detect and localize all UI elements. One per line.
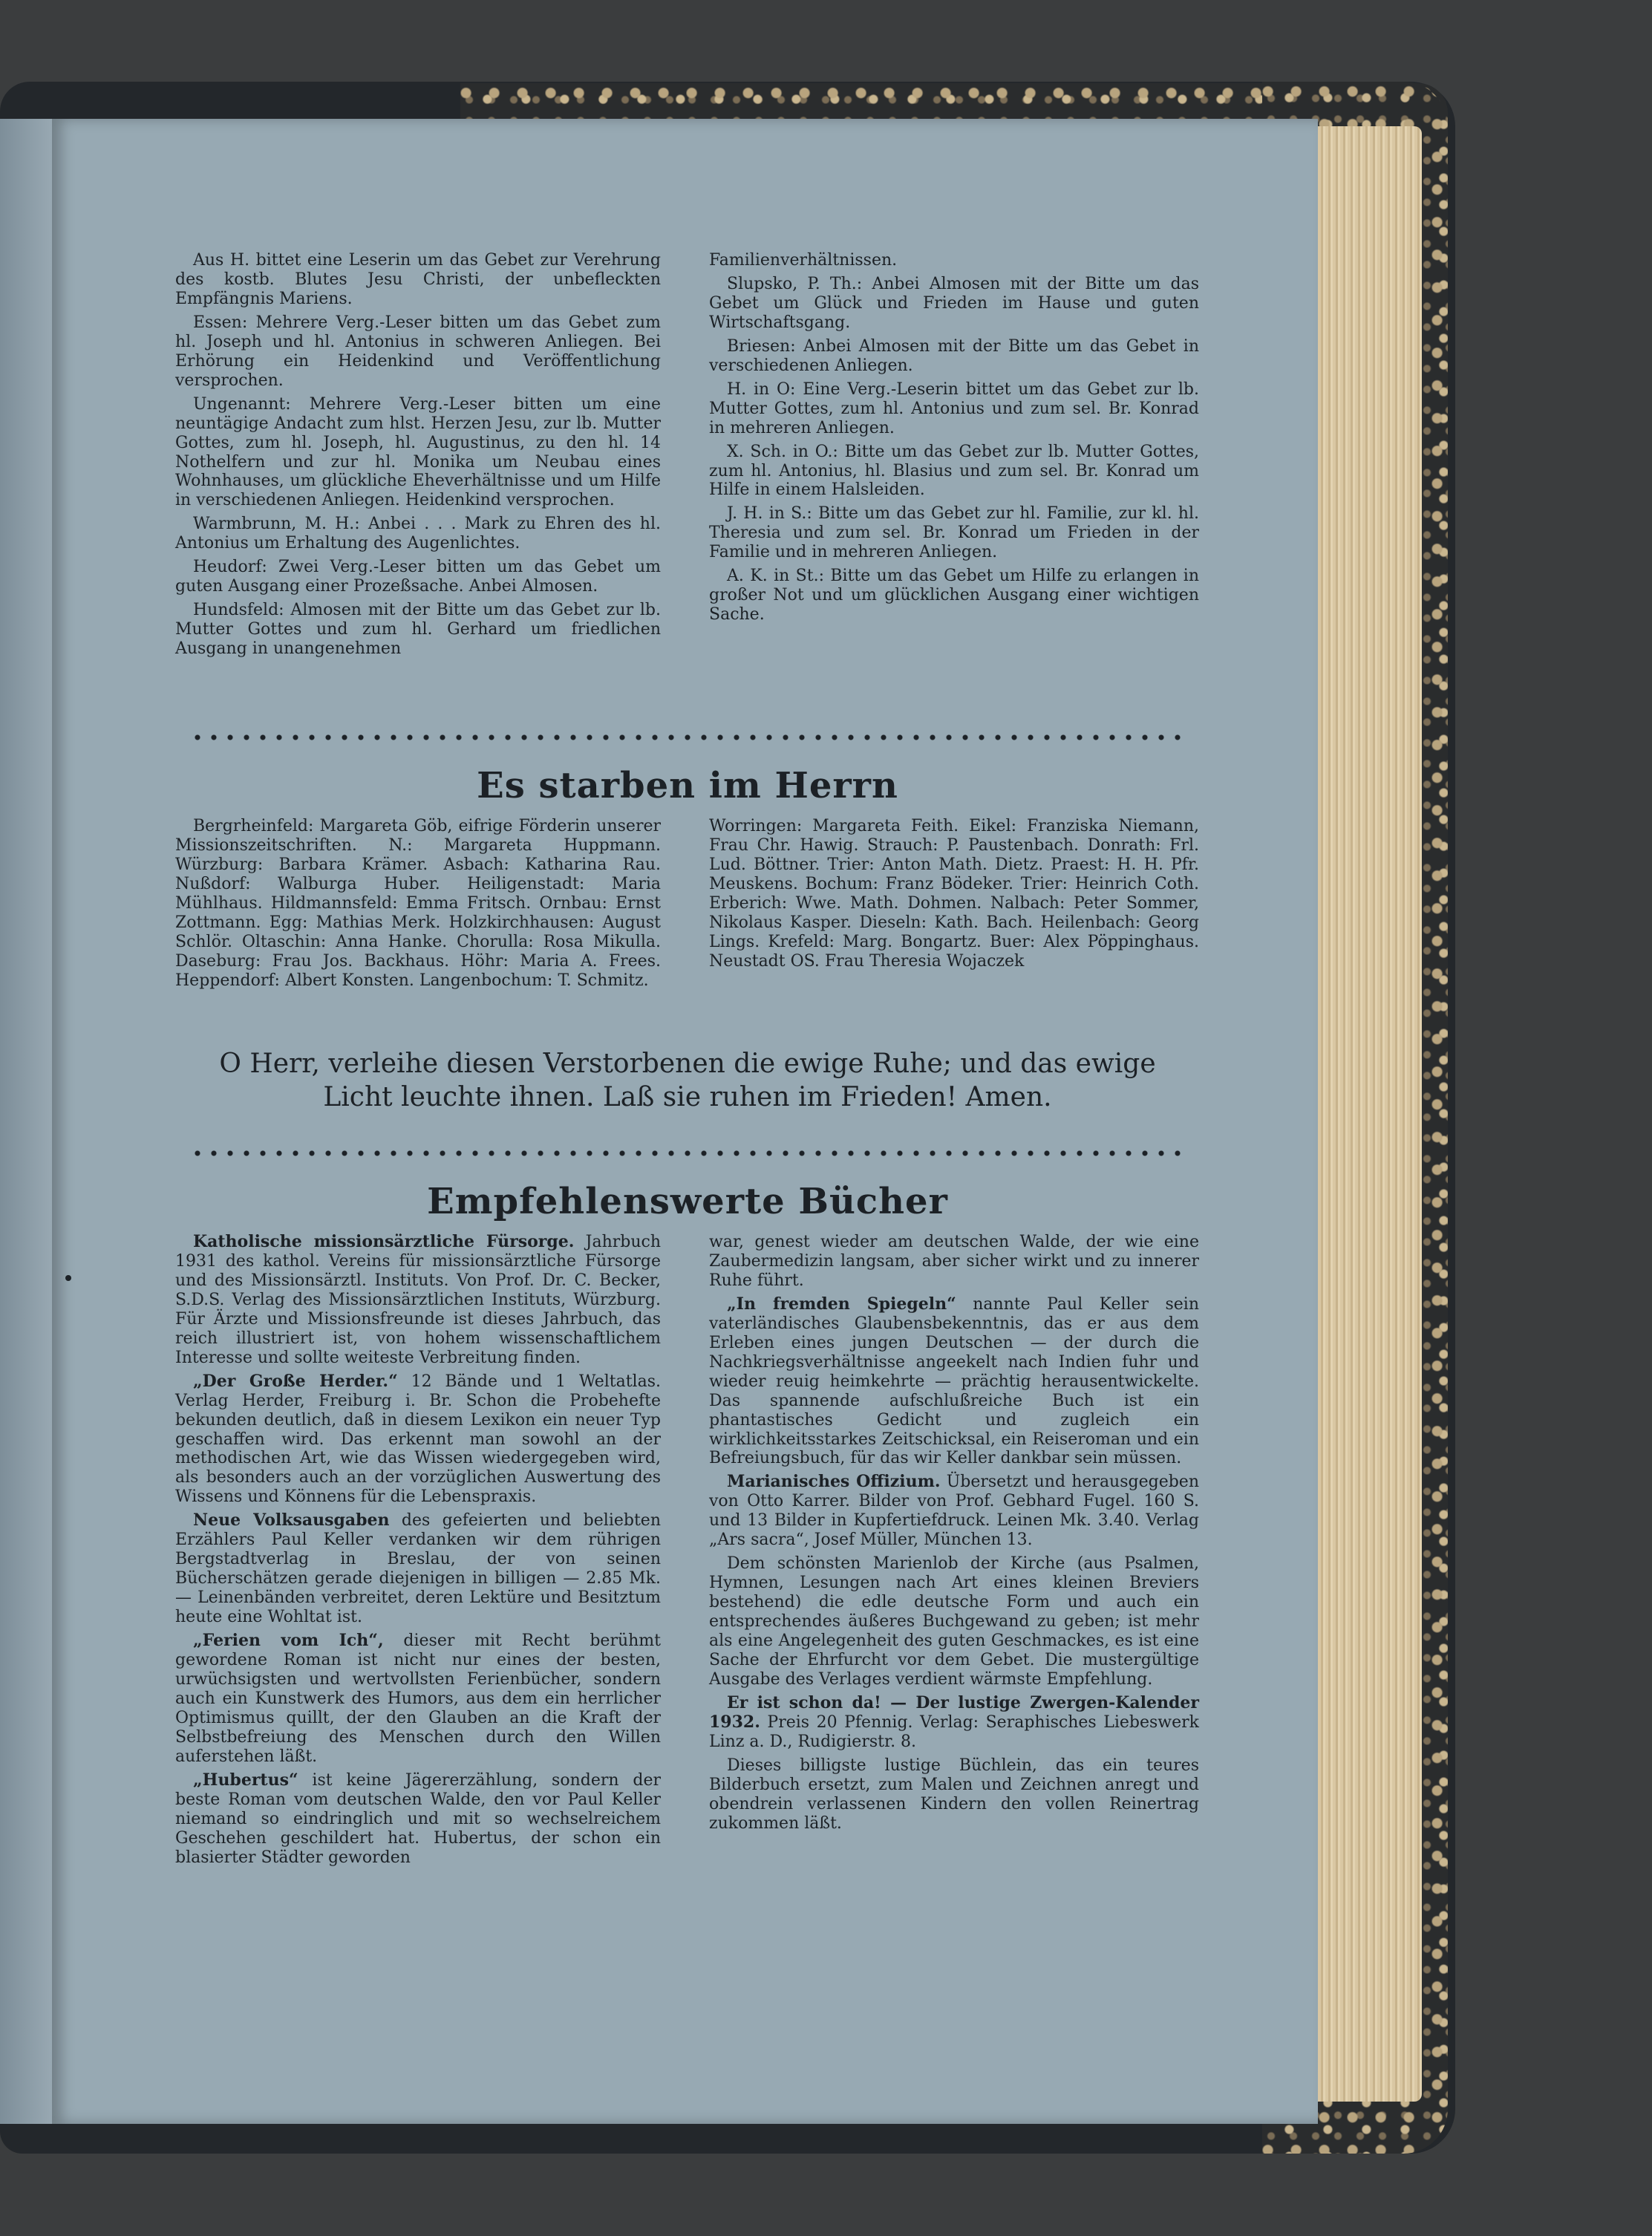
prayer-entry: A. K. in St.: Bitte um das Gebet um Hilfe zu erlangen in großer Not und um glücklichen Ausgang einer wichtigen Sache. bbox=[709, 567, 1199, 625]
books-heading: Empfehlenswerte Bücher bbox=[427, 1181, 948, 1222]
book-entry bbox=[175, 1632, 661, 1767]
book-entry bbox=[709, 1756, 1199, 1834]
prayers-right-column bbox=[709, 251, 1199, 697]
book-entry bbox=[175, 1771, 661, 1868]
prayer-entry: J. H. in S.: Bitte um das Gebet zur hl. Familie, zur kl. hl. Theresia und zum sel. Br. Konrad um Frieden in der Familie und in mehreren Anliegen. bbox=[709, 504, 1199, 562]
margin-dot bbox=[65, 1275, 71, 1281]
requiem-prayer bbox=[175, 1047, 1200, 1114]
prayer-entry: Familienverhältnissen. bbox=[709, 251, 898, 270]
ornament-divider bbox=[189, 1148, 1184, 1158]
book-entry bbox=[709, 1233, 1199, 1291]
book-text: des gefeierten und beliebten Erzählers Paul Keller verdanken wir dem rührigen Bergstadtverlag in Breslau, der von seinen Bücherschätzen gerade diejenigen in billigen — 2.85 Mk. — Leinenbänden verbreitet, deren Lektüre und Besitztum heute eine Wohltat ist. bbox=[175, 1511, 661, 1627]
deaths-list: Worringen: Margareta Feith. Eikel: Franziska Niemann, Frau Chr. Hawig. Strauch: P. Paustenbach. Donrath: Frl. Lud. Böttner. Trier: Anton Math. Dietz. Praest: H. H. Pfr. Meuskens. Bochum: Franz Bödeker. Trier: Heinrich Coth. Erberich: Wwe. Math. Dohmen. Nalbach: Peter Sommer, Nikolaus Kasper. Dieseln: Kath. Bach. Heilenbach: Georg Lings. Krefeld: Marg. Bongartz. Buer: Alex Pöppinghaus. Neustadt OS. Frau Theresia Wojaczek bbox=[709, 817, 1199, 971]
book-text: war, genest wieder am deutschen Walde, der wie eine Zaubermedizin langsam, aber sicher wirkt und zu innerer Ruhe führt. bbox=[709, 1233, 1199, 1290]
book-title: „In fremden Spiegeln“ bbox=[727, 1294, 956, 1314]
prayer-entry: Hundsfeld: Almosen mit der Bitte um das Gebet zur lb. Mutter Gottes und zum hl. Gerhard um friedlichen Ausgang in unangenehmen bbox=[175, 601, 661, 659]
deaths-list: Bergrheinfeld: Margareta Göb, eifrige Förderin unserer Missionszeitschriften. N.: Margareta Huppmann. Würzburg: Barbara Krämer. Asbach: Katharina Rau. Nußdorf: Walburga Huber. Heiligenstadt: Maria Mühlhaus. Hildmannsfeld: Emma Fritsch. Ornbau: Ernst Zottmann. Egg: Mathias Merk. Holzkirchhausen: August Schlör. Oltaschin: Anna Hanke. Chorulla: Rosa Mikulla. Daseburg: Frau Jos. Backhaus. Höhr: Maria A. Frees. Heppendorf: Albert Konsten. Langenbochum: T. Schmitz. bbox=[175, 817, 661, 990]
book-text: nannte Paul Keller sein vaterländisches Glaubensbekenntnis, das er aus dem Erleben eines jungen Deutschen — der durch die Nachkriegsverhältnisse angeekelt nach Indien fuhr und wieder reuig heimkehrte — prächtig herausentwickelte. Das spannende aufschlußreiche Buch ist ein phantastisches Gedicht und zugleich ein wirklichkeitsstarkes Zeitschicksal, ein Reiseroman und ein Befreiungsbuch, für das wir Keller dankbar sein müssen. bbox=[709, 1294, 1199, 1468]
deaths-left-column bbox=[175, 817, 661, 1025]
book-entry bbox=[709, 1295, 1199, 1469]
prayer-entry: Essen: Mehrere Verg.-Leser bitten um das Gebet zum hl. Joseph und hl. Antonius in schweren Anliegen. Bei Erhörung ein Heidenkind und Veröffentlichung versprochen. bbox=[175, 313, 661, 390]
book-text: ist keine Jägererzählung, sondern der beste Roman vom deutschen Walde, den vor Paul Keller niemand so eindringlich und mit so wechselreichem Geschehen geschildert hat. Hubertus, der schon ein blasierter Städter geworden bbox=[175, 1770, 661, 1867]
books-right-column bbox=[709, 1233, 1199, 1990]
book-entry bbox=[175, 1233, 661, 1368]
books-left-column bbox=[175, 1233, 661, 1990]
book-title: „Der Große Herder.“ bbox=[193, 1371, 398, 1391]
book-text: Dem schönsten Marienlob der Kirche (aus Psalmen, Hymnen, Lesungen nach Art eines kleinen Breviers bestehend) die edle deutsche Form und auch ein entsprechendes äußeres Buchgewand zu geben; ist mehr als eine Angelegenheit des guten Geschmackes, es ist eine Sache der Ehrfurcht vor dem Gebet. Die mustergültige Ausgabe des Verlages verdient wärmste Empfehlung. bbox=[709, 1554, 1199, 1689]
left-page-edge bbox=[0, 119, 52, 2124]
prayer-entry: Briesen: Anbei Almosen mit der Bitte um das Gebet in verschiedenen Anliegen. bbox=[709, 336, 1199, 375]
book-title: „Ferien vom Ich“, bbox=[193, 1631, 384, 1651]
requiem-line-2: Licht leuchte ihnen. Laß sie ruhen im Frieden! Amen. bbox=[323, 1082, 1052, 1112]
book-entry bbox=[709, 1694, 1199, 1752]
prayer-entry: Heudorf: Zwei Verg.-Leser bitten um das Gebet um guten Ausgang einer Prozeßsache. Anbei Almosen. bbox=[175, 558, 661, 596]
book-text: Jahrbuch 1931 des kathol. Vereins für missionsärztliche Fürsorge und des Missionsärztl. Instituts. Von Prof. Dr. C. Becker, S.D.S. Verlag des Missionsärztlichen Instituts, Würzburg. Für Ärzte und Missionsfreunde ist dieses Jahrbuch, das reich illustriert ist, von hohem wissenschaftlichem Interesse und sollte weiteste Verbreitung finden. bbox=[175, 1233, 661, 1367]
book-text: dieser mit Recht berühmt gewordene Roman ist nicht nur eines der besten, urwüchsigsten und wertvollsten Ferienbücher, sondern auch ein Kunstwerk des Humors, aus dem ein herrlicher Optimismus quillt, der den Glauben an die Kraft der Selbstbefreiung des Menschen durch den Willen auferstehen läßt. bbox=[175, 1632, 661, 1766]
prayer-entry: X. Sch. in O.: Bitte um das Gebet zur lb. Mutter Gottes, zum hl. Antonius, hl. Blasius und zum sel. Br. Konrad um Hilfe in einem Halsleiden. bbox=[709, 442, 1199, 500]
ornament-divider bbox=[189, 732, 1184, 743]
book-text: Preis 20 Pfennig. Verlag: Seraphisches Liebeswerk Linz a. D., Rudigierstr. 8. bbox=[709, 1712, 1199, 1751]
book-title: Marianisches Offizium. bbox=[727, 1472, 941, 1492]
book-title: Er ist schon da! — Der lustige Zwergen-Kalender 1932. bbox=[709, 1692, 1199, 1732]
prayer-entry: Aus H. bittet eine Leserin um das Gebet zur Verehrung des kostb. Blutes Jesu Christi, der unbefleckten Empfängnis Mariens. bbox=[175, 251, 661, 308]
prayer-entry: H. in O: Eine Verg.-Leserin bittet um das Gebet zur lb. Mutter Gottes, zum hl. Antonius und zum sel. Br. Konrad in mehreren Anliegen. bbox=[709, 379, 1199, 437]
book-text: Dieses billigste lustige Büchlein, das ein teures Bilderbuch ersetzt, zum Malen und Zeichnen anregt und obendrein verlassenen Kindern den vollen Reinertrag zukommen läßt. bbox=[709, 1756, 1199, 1833]
prayer-entry: Slupsko, P. Th.: Anbei Almosen mit der Bitte um das Gebet um Glück und Frieden im Hause und guten Wirtschaftsgang. bbox=[709, 274, 1199, 332]
page-edges bbox=[1318, 126, 1422, 2102]
prayers-left-column bbox=[175, 251, 661, 697]
book-entry bbox=[709, 1473, 1199, 1550]
book-text: 12 Bände und 1 Weltatlas. Verlag Herder, Freiburg i. Br. Schon die Probehefte bekunden deutlich, daß in diesem Lexikon ein neuer Typ geschaffen wird. Das erkennt man sowohl an der methodischen Art, wie das Wissen wiedergegeben wird, als besonders auch an der vorzüglichen Auswertung des Wissens und Könnens für die Lebenspraxis. bbox=[175, 1372, 661, 1507]
book-title: Neue Volksausgaben bbox=[193, 1510, 390, 1531]
deaths-right-column bbox=[709, 817, 1199, 1025]
deaths-heading: Es starben im Herrn bbox=[477, 765, 898, 806]
requiem-line-1: O Herr, verleihe diesen Verstorbenen die ewige Ruhe; und das ewige bbox=[219, 1049, 1156, 1079]
book-entry bbox=[709, 1554, 1199, 1689]
book-title: Katholische missionsärztliche Fürsorge. bbox=[193, 1232, 575, 1251]
prayer-entry: Warmbrunn, M. H.: Anbei . . . Mark zu Ehren des hl. Antonius um Erhaltung des Augenlichtes. bbox=[175, 515, 661, 553]
book-text: Übersetzt und herausgegeben von Otto Karrer. Bilder von Prof. Gebhard Fugel. 160 S. und 13 Bilder in Kupfertiefdruck. Leinen Mk. 3.40. Verlag „Ars sacra“, Josef Müller, München 13. bbox=[709, 1473, 1199, 1550]
book-entry bbox=[175, 1511, 661, 1627]
prayer-entry: Ungenannt: Mehrere Verg.-Leser bitten um eine neuntägige Andacht zum hlst. Herzen Jesu, zur lb. Mutter Gottes, zum hl. Joseph, hl. Augustinus, zu den hl. 14 Nothelfern und zur hl. Monika um Neubau eines Wohnhauses, um glückliche Eheverhältnisse und um Hilfe in verschiedenen Anliegen. Heidenkind versprochen. bbox=[175, 394, 661, 510]
book-entry bbox=[175, 1372, 661, 1507]
book-title: „Hubertus“ bbox=[193, 1770, 298, 1790]
